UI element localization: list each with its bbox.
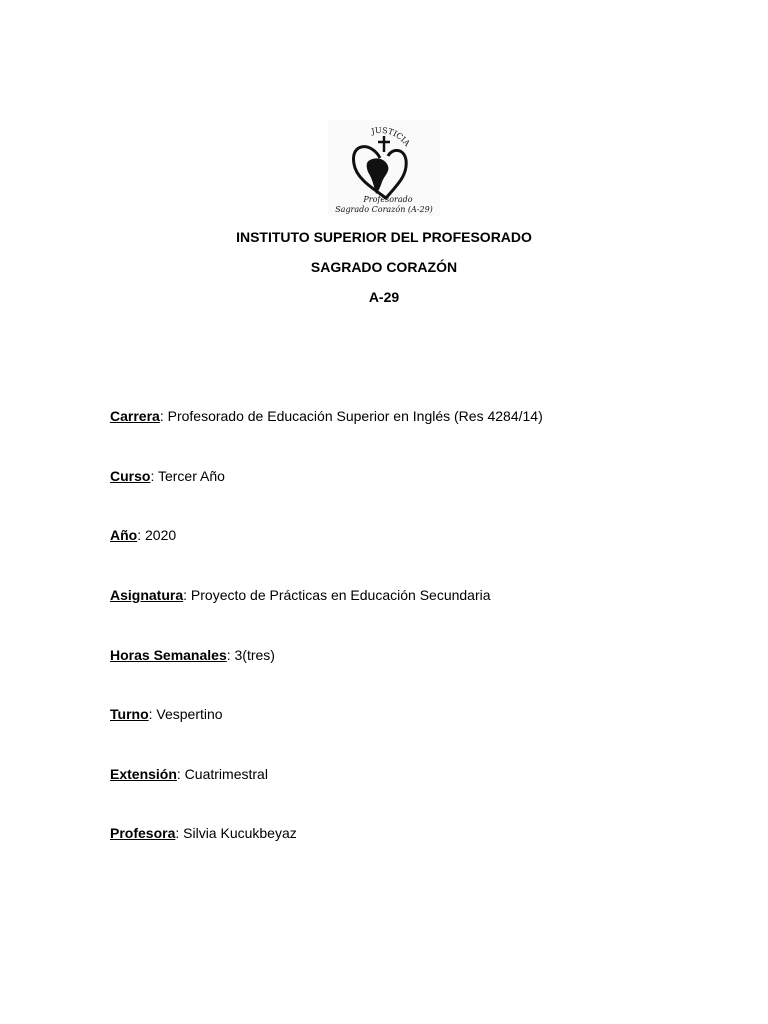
field-value: : 2020 — [137, 527, 177, 543]
field-label: Horas Semanales — [110, 647, 227, 663]
field-value: : Tercer Año — [150, 468, 225, 484]
field-horas-semanales — [110, 646, 275, 664]
institute-code: A-29 — [368, 289, 400, 305]
svg-text:JUSTICIA: JUSTICIA — [370, 125, 412, 148]
field-asignatura — [110, 586, 491, 604]
field-extension — [110, 765, 268, 783]
field-profesora — [110, 824, 297, 842]
institute-subtitle: SAGRADO CORAZÓN — [310, 259, 458, 275]
field-value: : Vespertino — [148, 706, 223, 722]
field-value: : Proyecto de Prácticas en Educación Secundaria — [183, 587, 491, 603]
field-value: : Silvia Kucukbeyaz — [175, 825, 297, 841]
field-label: Carrera — [110, 408, 160, 424]
field-label: Año — [110, 527, 138, 543]
svg-text:Profesorado: Profesorado — [363, 195, 413, 204]
field-label: Curso — [110, 468, 151, 484]
field-anio — [110, 526, 176, 544]
institute-name: INSTITUTO SUPERIOR DEL PROFESORADO — [236, 229, 532, 245]
field-curso — [110, 467, 225, 485]
field-label: Extensión — [110, 766, 177, 782]
institute-logo-icon — [328, 120, 440, 216]
field-value: : Profesorado de Educación Superior en Inglés (Res 4284/14) — [159, 408, 543, 424]
field-label: Turno — [110, 706, 149, 722]
field-label: Profesora — [110, 825, 176, 841]
field-carrera — [110, 407, 543, 425]
field-value: : Cuatrimestral — [176, 766, 268, 782]
field-value: : 3(tres) — [226, 647, 275, 663]
svg-text:Sagrado Corazón (A-29): Sagrado Corazón (A-29) — [335, 205, 433, 214]
field-label: Asignatura — [110, 587, 184, 603]
field-turno — [110, 705, 223, 723]
